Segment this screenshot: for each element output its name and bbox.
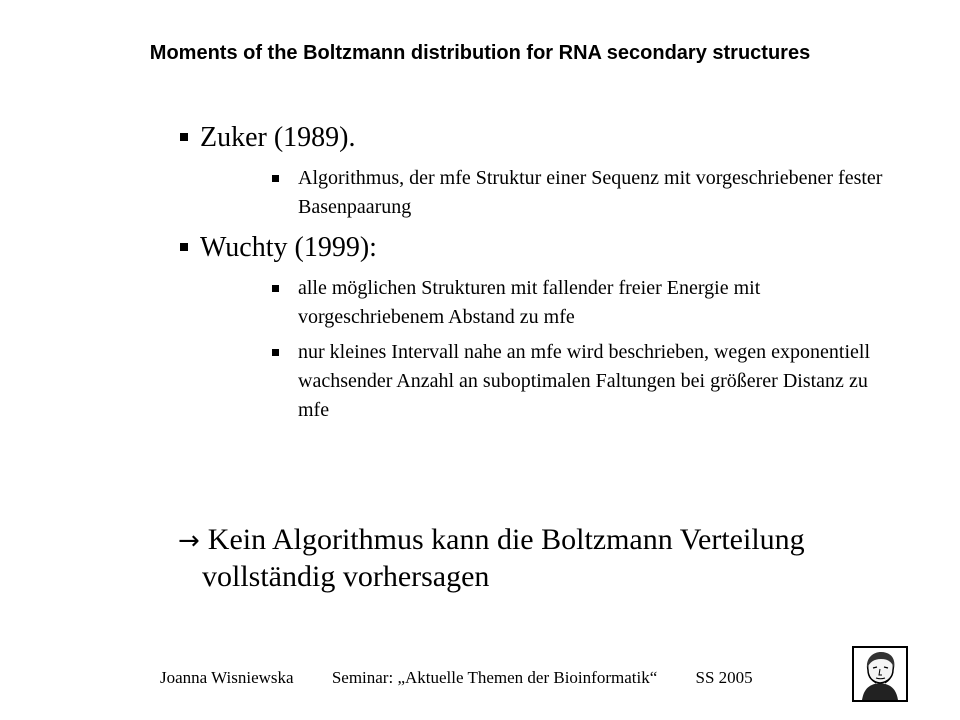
square-bullet-icon <box>272 175 279 182</box>
bullet-item-text: Algorithmus, der mfe Struktur einer Sequenz mit vorgeschriebener fester Basenpaarung <box>298 167 883 218</box>
square-bullet-icon <box>180 133 188 141</box>
footer <box>160 668 787 688</box>
footer-author: Joanna Wisniewska <box>160 668 294 687</box>
bullet-item-text: nur kleines Intervall nahe an mfe wird beschrieben, wegen exponentiell wachsender Anzahl an suboptimalen Faltungen bei größerer Distanz zu mfe <box>298 341 871 421</box>
slide-title: Moments of the Boltzmann distribution for RNA secondary structures <box>149 42 811 64</box>
section-heading-zuker <box>180 122 356 154</box>
section-heading-wuchty <box>180 232 377 264</box>
square-bullet-icon <box>272 285 279 292</box>
bullet-item-text: alle möglichen Strukturen mit fallender freier Energie mit vorgeschriebenem Abstand zu mfe <box>298 277 761 328</box>
conclusion <box>178 522 898 595</box>
section-heading-text: Wuchty (1999): <box>200 232 377 263</box>
section-heading-text: Zuker (1989). <box>200 122 356 153</box>
conclusion-line-2: vollständig vorhersagen <box>202 560 490 593</box>
bullet-item <box>272 164 892 222</box>
footer-seminar: Seminar: „Aktuelle Themen der Bioinformatik“ <box>331 668 658 687</box>
goethe-portrait-icon <box>852 646 908 702</box>
square-bullet-icon <box>180 243 188 251</box>
footer-term: SS 2005 <box>695 668 753 687</box>
square-bullet-icon <box>272 349 279 356</box>
right-arrow-icon: → <box>178 526 200 556</box>
bullet-item <box>272 274 892 332</box>
bullet-item <box>272 338 892 425</box>
conclusion-line-1: Kein Algorithmus kann die Boltzmann Verteilung <box>207 523 805 556</box>
